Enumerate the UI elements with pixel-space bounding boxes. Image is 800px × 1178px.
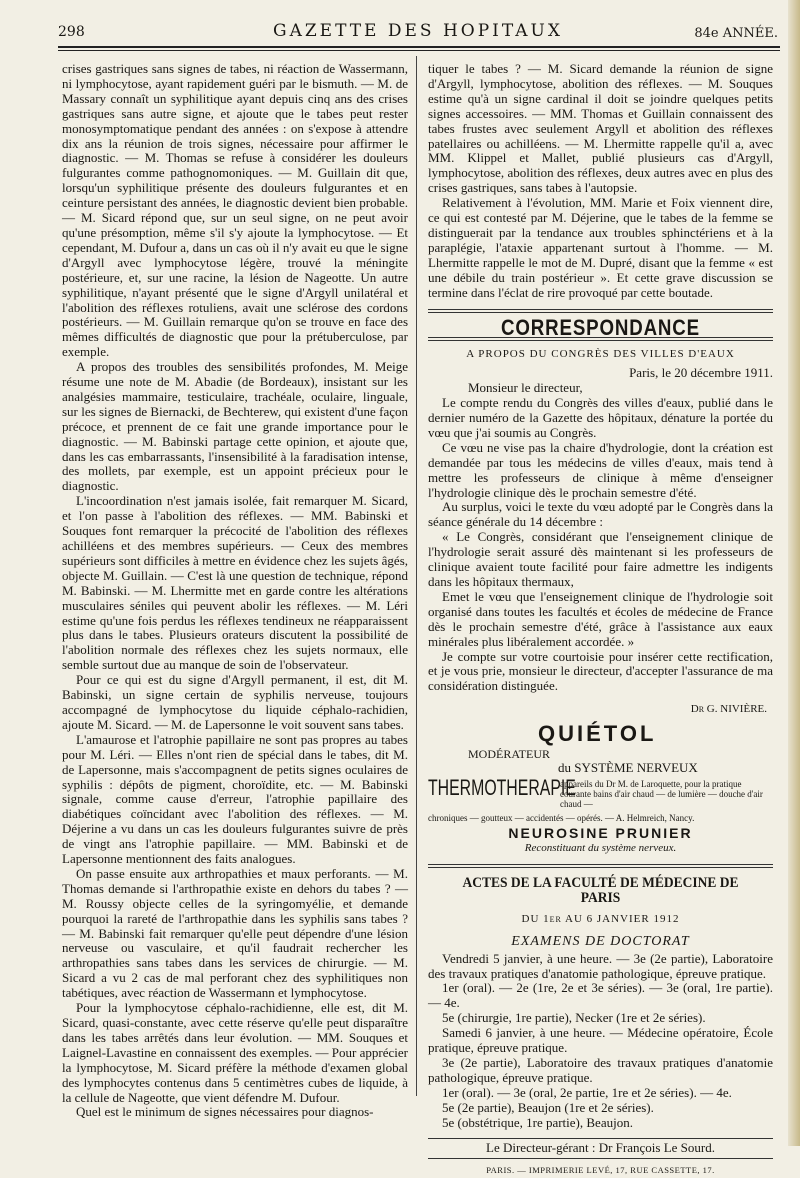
- quietol-advert: [428, 721, 773, 776]
- quietol-line: du SYSTÈME NERVEUX: [558, 760, 698, 776]
- paragraph: On passe ensuite aux arthropathies et maux perforants. — M. Thomas demande si l'arthropathie existe en dehors du tabes ? — M. Roussy objecte celles de la syringomyélie, et demande pourquoi la rareté de l'arthropathie dans les syphilis sans tabes ? — M. Babinski fait remarquer qu'elle peut dépendre d'une lésion nerveuse ou vasculaire, et qu'il faudrait rechercher les arthropathies sans tabes dans les services de chirurgie. — M. Sicard a vu 2 cas de mal perforant chez des syphilitiques non tabétiques, avec réaction de Wassermann et lymphocytose.: [62, 865, 408, 1001]
- exam-line: 5e (chirurgie, 1re partie), Necker (1re et 2e séries).: [442, 1010, 706, 1026]
- exam-line: 5e (2e partie), Beaujon (1re et 2e séries).: [442, 1099, 654, 1115]
- journal-title: GAZETTE DES HOPITAUX: [272, 21, 563, 41]
- exam-heading: EXAMENS DE DOCTORAT: [511, 933, 690, 949]
- paragraph: tiquer le tabes ? — M. Sicard demande la réunion de signe d'Argyll, lymphocytose, abolition des réflexes. — M. Souques estime qu'à un signe cardinal il doit se joindre quelques petits signes accessoires. — MM. Thomas et Guillain connaissent des tabes frustes avec seulement Argyll et abolition des réflexes patellaires ou achilléens. — M. Lhermitte rappelle qu'il a, avec MM. Klippel et Mallet, publié plusieurs cas d'Argyll, lymphocytose, abolition des réflexes, deux autres avec en plus des crises gastriques, sans tabes à l'autopsie.: [428, 61, 773, 196]
- volume-year: 84e ANNÉE.: [694, 26, 778, 41]
- page-edge: [788, 0, 800, 1146]
- neurosine-tagline: Reconstituant du système nerveux.: [524, 842, 677, 855]
- right-column: [428, 62, 773, 1178]
- letter-paragraph: Je compte sur votre courtoisie pour insérer cette rectification, et je vous prie, monsieur le directeur, d'accepter l'assurance de ma considération distinguée.: [428, 648, 773, 694]
- paragraph: Quel est le minimum de signes nécessaires pour diagnos-: [76, 1104, 374, 1120]
- paragraph: Relativement à l'évolution, MM. Marie et Foix viennent dire, ce qui est contesté par M. Déjerine, que le tabes de la femme se distinguerait par la tendance aux troubles sphinctériens et à la paraplégie, l'ataxie appartenant surtout à l'homme. — M. Lhermitte rappelle le mot de M. Dupré, disant que la femme « est une débile du train postérieur ». Et cette grave discussion se termine dans l'éclat de rire provoqué par cette boutade.: [428, 195, 773, 300]
- quietol-brand: QUIÉTOL: [538, 721, 657, 747]
- thermotherapie-text: appareils du Dr M. de Laroquette, pour la pratique courante bains d'air chaud — de lumière — douche d'air chaud —: [560, 779, 763, 810]
- header-rule: [58, 46, 780, 51]
- printer-line: PARIS. — IMPRIMERIE LEVÉ, 17, RUE CASSETTE, 17.: [486, 1165, 715, 1176]
- paragraph: crises gastriques sans signes de tabes, ni réaction de Wassermann, ni lymphocytose, ayant rapidement guéri par le bismuth. — M. de Massary connaît un syphilitique ayant depuis cinq ans des crises gastriques sans autre signe, et ajoute que le tabes peut rester monosymptomatique pendant des années : on s'expose à attendre dix ans la réunion de trois signes, nécessaire pour affirmer le diagnostic. — M. Thomas se refuse à considérer les douleurs fulgurantes comme pathognomoniques. — M. Guillain dit que, lorsqu'un syphilitique présente des douleurs fulgurantes et en ceinture persistant des années, le diagnostic devient bien probable. — M. Sicard répond que, sur un seul signe, on ne peut avoir qu'une présomption, même s'il s'y ajoute la lymphocytose. — Et cependant, M. Dufour a, dans un cas où il n'y avait eu que le signe d'Argyll avec lymphocytose légère, trouvé la méningite postérieure, et, sur une racine, la lésion de Nageotte. Un autre syphilitique, n'ayant présenté que le signe d'Argyll unilatéral et l'abolition des réflexes rotuliens, avait une sclérose des cordons postérieurs. — M. Guillain remarque qu'on se trouve en face des mêmes difficultés de diagnostic que pour la prétuberculose, par exemple.: [62, 61, 408, 360]
- letter-paragraph: Au surplus, voici le texte du vœu adopté par le Congrès dans la séance générale du 14 décembre :: [428, 499, 773, 530]
- paragraph: A propos des troubles des sensibilités profondes, M. Meige résume une note de M. Abadie (de Bordeaux), insistant sur les analgésies mammaire, testiculaire, trachéale, oculaire, linguale, sur les signes de Biernacki, de Bechterew, qui existent d'une façon précoce, et prennent de ce fait une grande importance pour le diagnostic. — M. Babinski partage cette opinion, et ajoute que, dans les cas embarrassants, l'insensibilité à la faradisation intense, des mollets, par exemple, est un appoint précieux pour le diagnostic.: [62, 359, 408, 494]
- letter-paragraph: Le compte rendu du Congrès des villes d'eaux, publié dans le dernier numéro de la Gazette des hôpitaux, dénature la portée du vœu que j'ai soumis au Congrès.: [428, 395, 773, 440]
- exam-line: Vendredi 5 janvier, à une heure. — 3e (2e partie), Laboratoire des travaux pratiques d'anatomie pathologique, épreuve pratique.: [428, 950, 773, 981]
- paragraph: Pour ce qui est du signe d'Argyll permanent, il est, dit M. Babinski, un signe certain de syphilis nerveuse, toujours accompagné de lymphocytose du liquide céphalo-rachidien, ajoute M. Sicard. — M. de Lapersonne le voit souvent sans tabes.: [62, 672, 408, 732]
- correspondance-subtitle: A PROPOS DU CONGRÈS DES VILLES D'EAUX: [466, 348, 735, 361]
- director-line: Le Directeur-gérant : Dr François Le Sourd.: [428, 1138, 773, 1159]
- letter-paragraph: Ce vœu ne vise pas la chaire d'hydrologie, dont la création est demandée par tous les médecins de villes d'eaux, mais tend à mettre les professeurs de clinique à même d'enseigner l'hydrologie clinique dès le prochain semestre d'été.: [428, 439, 773, 500]
- thermotherapie-advert: [428, 775, 773, 813]
- exam-line: 1er (oral). — 3e (oral, 2e partie, 1re et 2e séries). — 4e.: [442, 1084, 732, 1100]
- letter-signature: Dr G. NIVIÈRE.: [690, 703, 767, 716]
- exam-line: 5e (obstétrique, 1re partie), Beaujon.: [442, 1114, 633, 1130]
- left-column: [62, 62, 408, 1120]
- paragraph: L'incoordination n'est jamais isolée, fait remarquer M. Sicard, et l'on passe à l'abolition des réflexes. — MM. Babinski et Souques font remarquer la précocité de l'abolition des réflexes achilléens et des membres supérieurs. — Ceux des membres supérieurs sont difficiles à mettre en évidence chez les sujets âgés, objecte M. Guillain. — C'est là une question de technique, répond M. Babinski. — M. Lhermitte met en garde contre les altérations musculaires séniles qui peuvent abolir les réflexes. — M. Léri estime qu'une fois perdus les réflexes tendineux ne réapparaissent plus dans le tabes. Plusieurs orateurs discutent la possibilité de l'abolition normale des réflexes chez les sujets normaux, elle semble surtout due au manque de soin de l'observateur.: [62, 493, 408, 673]
- exam-line: 3e (2e partie), Laboratoire des travaux pratiques d'anatomie pathologique, épreuve pratique.: [428, 1054, 773, 1085]
- actes-heading: ACTES DE LA FACULTÉ DE MÉDECINE DE PARIS: [462, 874, 739, 906]
- page-number: 298: [58, 24, 85, 40]
- paragraph: L'amaurose et l'atrophie papillaire ne sont pas propres au tabes pour M. Léri. — Elles n'ont rien de spécial dans le tabes, dit M. de Lapersonne, mais s'accompagnent de petits signes oculaires de syphilis : dépôts de pigment, choroïdite, etc. — M. Babinski signale, comme cause d'erreur, l'atrophie papillaire des diabétiques coïncidant avec l'abolition des réflexes. — M. Déjerine a vu dans un cas les douleurs fulgurantes suivre de près de vingt ans l'atrophie papillaire. — MM. Babinski et de Lapersonne mentionnent des faits analogues.: [62, 731, 408, 867]
- letter-paragraph: Emet le vœu que l'enseignement clinique de l'hydrologie soit organisé dans toutes les facultés et écoles de médecine de France dès le prochain semestre d'été, grâce à l'assistance aux eaux minérales plus libéralement accordée. »: [428, 588, 773, 649]
- exam-line: Samedi 6 janvier, à une heure. — Médecine opératoire, École pratique, épreuve pratique.: [428, 1025, 773, 1056]
- section-rule: [428, 309, 773, 313]
- quietol-line: MODÉRATEUR: [468, 747, 551, 762]
- actes-dates: DU 1er AU 6 JANVIER 1912: [521, 912, 680, 925]
- correspondance-heading: CORRESPONDANCE: [501, 314, 700, 340]
- thermotherapie-text-line: chroniques — goutteux — accidentés — opérés. — A. Helmreich, Nancy.: [428, 813, 695, 824]
- paragraph: Pour la lymphocytose céphalo-rachidienne, elle est, dit M. Sicard, quasi-constante, avec cette réserve qu'elle peut disparaître dans les tabes arrêtés dans leur évolution. — MM. Souques et Laignel-Lavastine en connaissent des exemples. — Pour apprécier la lymphocytose, M. Sicard préfère la méthode d'examen global des lymphocytes contenus dans 5 centimètres cubes de liquide, à la cellule de Nageotte, que vient défendre M. Dufour.: [62, 1000, 408, 1105]
- letter-paragraph: « Le Congrès, considérant que l'enseignement clinique de l'hydrologie serait assuré dès maintenant si les professeurs de clinique avaient toute facilité pour faire admettre les indigents dans les hôpitaux thermaux,: [428, 529, 773, 589]
- neurosine-brand: NEUROSINE PRUNIER: [508, 825, 693, 842]
- salutation: Monsieur le directeur,: [468, 380, 583, 396]
- exam-line: 1er (oral). — 2e (1re, 2e et 3e séries). — 3e (oral, 1re partie). — 4e.: [428, 980, 773, 1011]
- thermotherapie-brand: THERMOTHERAPIE: [428, 775, 576, 801]
- section-rule: [428, 864, 773, 868]
- dateline: Paris, le 20 décembre 1911.: [629, 365, 773, 381]
- running-header: [58, 18, 778, 42]
- column-divider: [416, 56, 417, 1096]
